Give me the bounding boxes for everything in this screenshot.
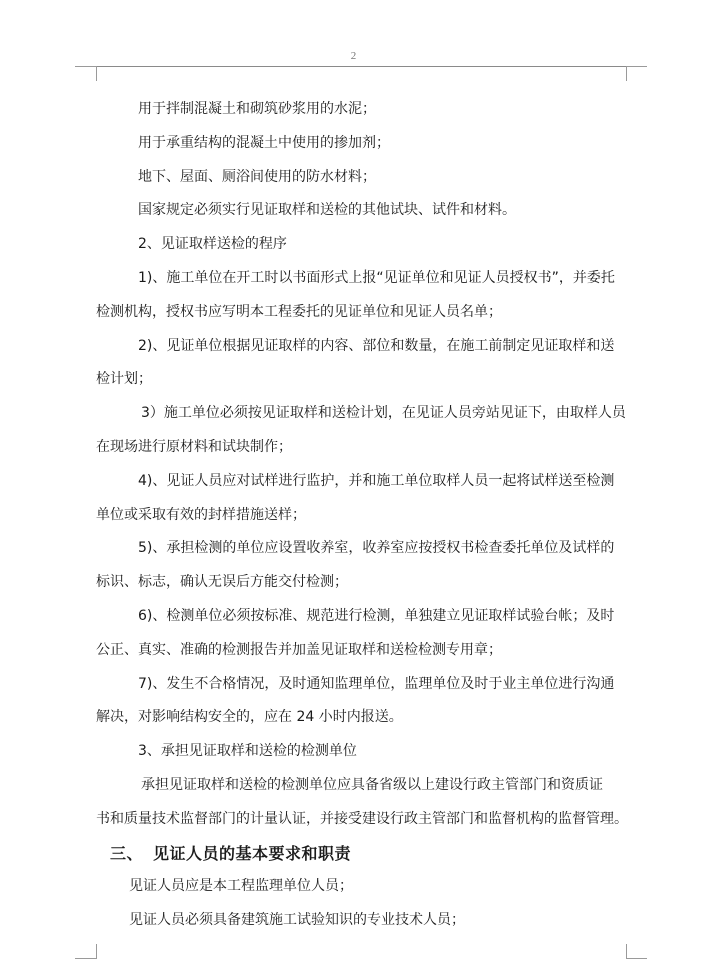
paragraph-continuation: 解决，对影响结构安全的，应在 24 小时内报送。 — [96, 709, 403, 726]
paragraph: 用于拌制混凝土和砌筑砂浆用的水泥； — [138, 101, 376, 117]
paragraph: 5)、承担检测的单位应设置收养室，收养室应按授权书检查委托单位及试样的 — [138, 540, 615, 557]
paragraph-continuation: 检计划； — [96, 371, 152, 388]
margin-corner-top-left — [75, 66, 97, 81]
paragraph-continuation: 在现场进行原材料和试块制作； — [96, 438, 292, 455]
margin-corner-top-right — [626, 66, 647, 81]
paragraph: 承担见证取样和送检的检测单位应具备省级以上建设行政主管部门和资质证 — [141, 776, 603, 793]
document-body — [96, 93, 632, 938]
paragraph: 1)、施工单位在开工时以书面形式上报“见证单位和见证人员授权书”，并委托 — [138, 269, 615, 286]
paragraph: 2)、见证单位根据见证取样的内容、部位和数量，在施工前制定见证取样和送 — [138, 337, 615, 354]
section-title: 见证人员的基本要求和职责 — [153, 843, 352, 863]
margin-corner-bottom-left — [75, 944, 97, 959]
margin-corner-bottom-right — [626, 944, 647, 959]
subsection-title: 3、承担见证取样和送检的检测单位 — [138, 743, 357, 760]
paragraph-continuation: 书和质量技术监督部门的计量认证，并接受建设行政主管部门和监督机构的监督管理。 — [96, 810, 628, 827]
paragraph: 用于承重结构的混凝土中使用的掺加剂； — [138, 134, 390, 151]
paragraph: 地下、屋面、厕浴间使用的防水材料； — [138, 168, 376, 185]
header-rule — [96, 66, 626, 67]
section-heading — [96, 837, 632, 871]
paragraph: 见证人员必须具备建筑施工试验知识的专业技术人员； — [129, 912, 465, 929]
paragraph: 7)、发生不合格情况，及时通知监理单位，监理单位及时于业主单位进行沟通 — [138, 675, 615, 692]
page-number: 2 — [350, 50, 357, 62]
paragraph: 3）施工单位必须按见证取样和送检计划，在见证人员旁站见证下，由取样人员 — [141, 405, 626, 422]
paragraph: 4)、见证人员应对试样进行监护，并和施工单位取样人员一起将试样送至检测 — [138, 472, 615, 489]
paragraph-continuation: 标识、标志，确认无误后方能交付检测； — [96, 574, 348, 591]
paragraph-continuation: 公正、真实、准确的检测报告并加盖见证取样和送检检测专用章； — [96, 641, 502, 658]
paragraph: 国家规定必须实行见证取样和送检的其他试块、试件和材料。 — [138, 202, 516, 219]
section-number: 三、 — [110, 843, 144, 863]
paragraph: 见证人员应是本工程监理单位人员； — [129, 878, 353, 895]
paragraph-continuation: 检测机构，授权书应写明本工程委托的见证单位和见证人员名单； — [96, 303, 502, 320]
paragraph: 6)、检测单位必须按标准、规范进行检测，单独建立见证取样试验台帐；及时 — [138, 607, 615, 624]
subsection-title: 2、见证取样送检的程序 — [138, 236, 287, 253]
paragraph-continuation: 单位或采取有效的封样措施送样； — [96, 506, 306, 523]
